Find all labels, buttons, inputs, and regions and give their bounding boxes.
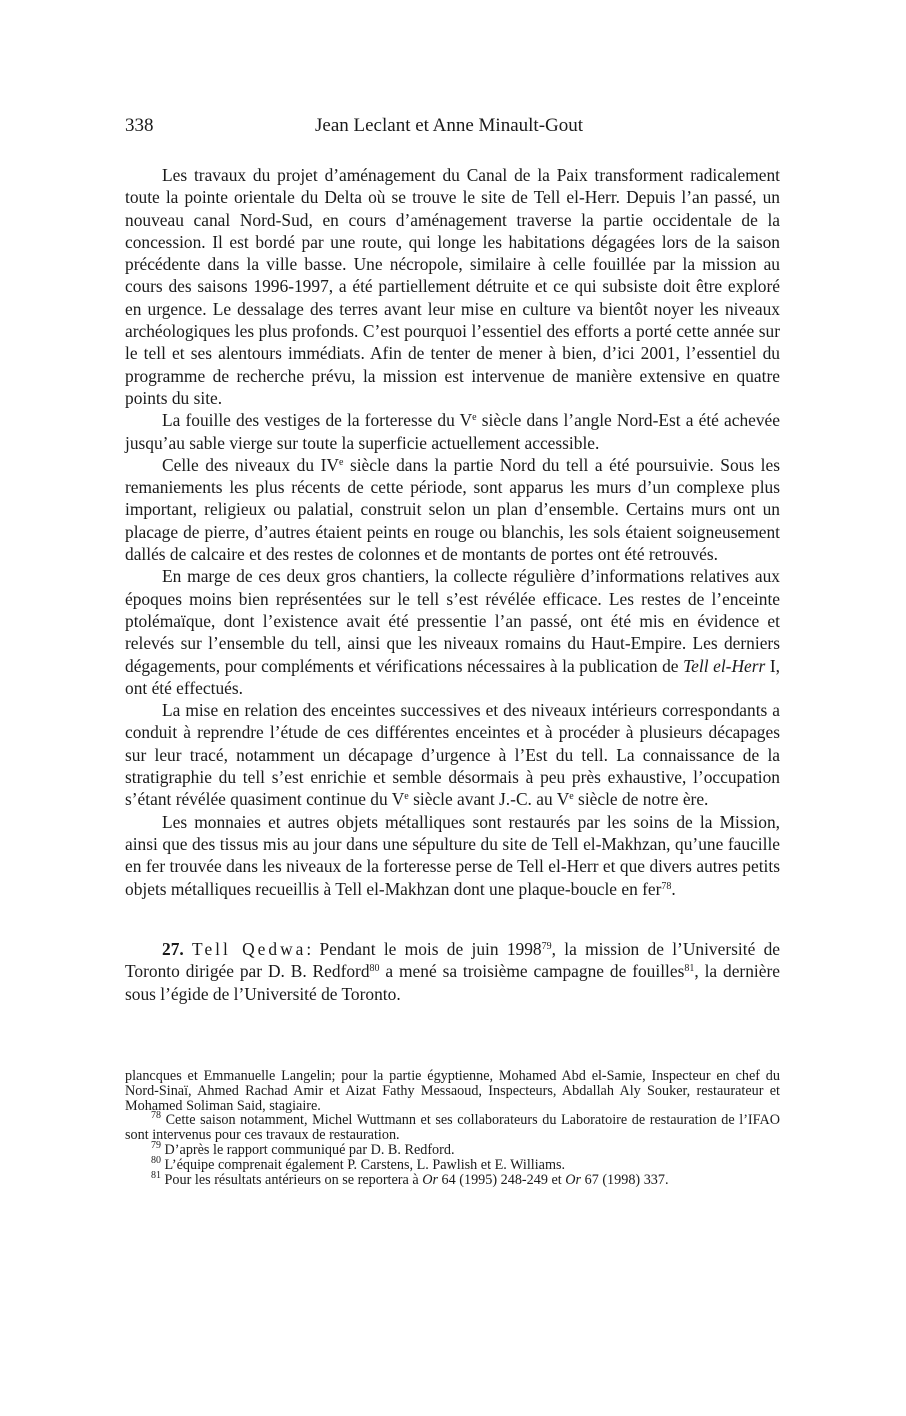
footnotes [125,1069,780,1187]
paragraph-text: La fouille des vestiges de la forteresse du V [162,410,473,431]
footnote-ref[interactable]: 78 [661,880,672,892]
section-site-name: Tell Qedwa [192,939,307,959]
paragraph-text: Les travaux du projet d’aménagement du Canal de la Paix transforment radicalement toute la pointe orientale du Delta où se trouve le site de Tell el-Herr. Depuis l’an passé, un nouveau canal Nord-Sud, en cours d’aménagement traverse la partie occidentale de la concession. Il est bordé par une route, qui longe les habitations dégagées lors de la saison précédente dans la ville basse. Une nécropole, similaire à celle fouillée par la mission au cours des saisons 1996-1997, a été partiellement détruite et ce qui subsiste doit être exploré en urgence. Le dessalage des terres avant leur mise en culture va bientôt noyer les niveaux archéologiques les plus profonds. C’est pourquoi l’essentiel des efforts a porté cette année sur le tell et ses alentours immédiats. Afin de tenter de mener à bien, d’ici 2001, l’essentiel du programme de recherche prévu, la mission est intervenue de manière extensive en quatre points du site. [125,165,780,408]
footnote-text: D’après le rapport communiqué par D. B. Redford. [161,1141,455,1158]
page-number: 338 [125,115,154,136]
footnote-number: 81 [151,1169,161,1181]
footnote-text: L’équipe comprenait également P. Carstens, L. Pawlish et E. Williams. [161,1156,566,1173]
paragraph-text: En marge de ces deux gros chantiers, la collecte régulière d’informations relatives aux époques moins bien représentées sur le tell s’est révélée efficace. Les restes de l’enceinte ptolémaïque, dont l’existence avait été pressentie l’an passé, ont été mis en évidence et relevés sur l’ensemble du tell, ainsi que les niveaux romains du Haut-Empire. Les derniers dégagements, pour compléments et vérifications nécessaires à la publication de [125,566,780,676]
footnote-text: Cette saison notamment, Michel Wuttmann et ses collaborateurs du Laboratoire de restauration de l’IFAO sont intervenus pour ces travaux de restauration. [125,1112,780,1144]
footnote-79 [125,1139,780,1158]
paragraph-text: : Pendant le mois de juin 1998 [306,939,542,959]
paragraph-text: I, ont été effectués. [125,655,780,698]
footnote-78 [125,1110,780,1144]
footnote-text: Pour les résultats antérieurs on se reportera à [161,1171,423,1188]
paragraph-1 [125,164,780,409]
superscript: e [569,791,574,803]
main-text [125,164,780,900]
paragraph-6 [125,811,780,900]
footnote-number: 80 [151,1154,161,1166]
paragraph-3 [125,454,780,565]
paragraph-text: . [671,878,676,899]
section-27 [125,938,780,1005]
italic-title: Tell el-Herr [683,655,766,676]
footnote-text: 67 (1998) 337. [581,1171,669,1188]
paragraph-text: , la mission de l’Université de Toronto dirigée par D. B. Redford [125,939,780,982]
footnote-ref[interactable]: 81 [684,963,695,975]
superscript: e [404,791,409,803]
journal-abbrev: Or [422,1171,438,1188]
footnote-number: 79 [151,1139,161,1151]
footnote-ref[interactable]: 80 [369,963,380,975]
paragraph-text: a mené sa troisième campagne de fouilles [379,961,685,982]
footnote-81 [125,1169,780,1188]
running-head [125,113,780,139]
paragraph-5 [125,699,780,810]
running-title: Jean Leclant et Anne Minault-Gout [315,115,584,136]
paragraph-2 [125,409,780,454]
paragraph-text: siècle dans la partie Nord du tell a été poursuivie. Sous les remaniements les plus récents de cette période, sont apparus les murs d’un complexe plus important, religieux ou palatial, construit selon un plan d’ensemble. Certains murs ont un placage de pierre, d’autres étaient peints en rouge ou blanchis, les sols étaient soigneusement dallés de calcaire et des restes de colonnes et de montants de portes ont été retrouvés. [125,454,780,565]
paragraph-4 [125,565,780,699]
footnote-number: 78 [151,1110,161,1122]
paragraph-text: , la dernière sous l’égide de l’Université de Toronto. [125,961,780,1004]
superscript: e [338,456,344,468]
footnote-ref[interactable]: 79 [541,941,552,952]
footnote-continuation: plancques et Emmanuelle Langelin; pour la partie égyptienne, Mohamed Abd el-Samie, Inspecteur en chef du Nord-Sinaï, Ahmed Rachad Amir et Aizat Fathy Messaoud, Inspecteurs, Abdallah Aly Souker, restaurateur et Mohamed Soliman Said, stagiaire. [125,1068,780,1114]
journal-abbrev: Or [565,1171,582,1188]
superscript: e [472,412,477,424]
section-number: 27. [162,939,184,959]
paragraph-text: siècle de notre ère. [573,789,709,810]
paragraph-text: siècle avant J.-C. au V [408,789,570,810]
section-paragraph [125,938,780,1005]
paragraph-text: La mise en relation des enceintes successives et des niveaux intérieurs correspondants a conduit à reprendre l’étude de ces différentes enceintes et à procéder à plusieurs décapages sur leur tracé, notamment un décapage d’urgence à l’Est du tell. La connaissance de la stratigraphie du tell s’est enrichie et semble désormais à peu près exhaustive, l’occupation s’étant révélée quasiment continue du V [125,700,780,810]
paragraph-text: siècle dans l’angle Nord-Est a été achevée jusqu’au sable vierge sur toute la superficie actuellement accessible. [125,410,780,453]
footnote-text: 64 (1995) 248-249 et [437,1171,566,1188]
footnote-80 [125,1154,780,1173]
paragraph-text: Celle des niveaux du IV [162,454,339,475]
paragraph-text: Les monnaies et autres objets métalliques sont restaurés par les soins de la Mission, ainsi que des tissus mis au jour dans une sépulture du site de Tell el-Makhzan, qu’une faucille en fer trouvée dans les niveaux de la forteresse perse de Tell el-Herr et que divers autres petits objets métalliques recueillis à Tell el-Makhzan dont une plaque-boucle en fer [125,811,780,899]
